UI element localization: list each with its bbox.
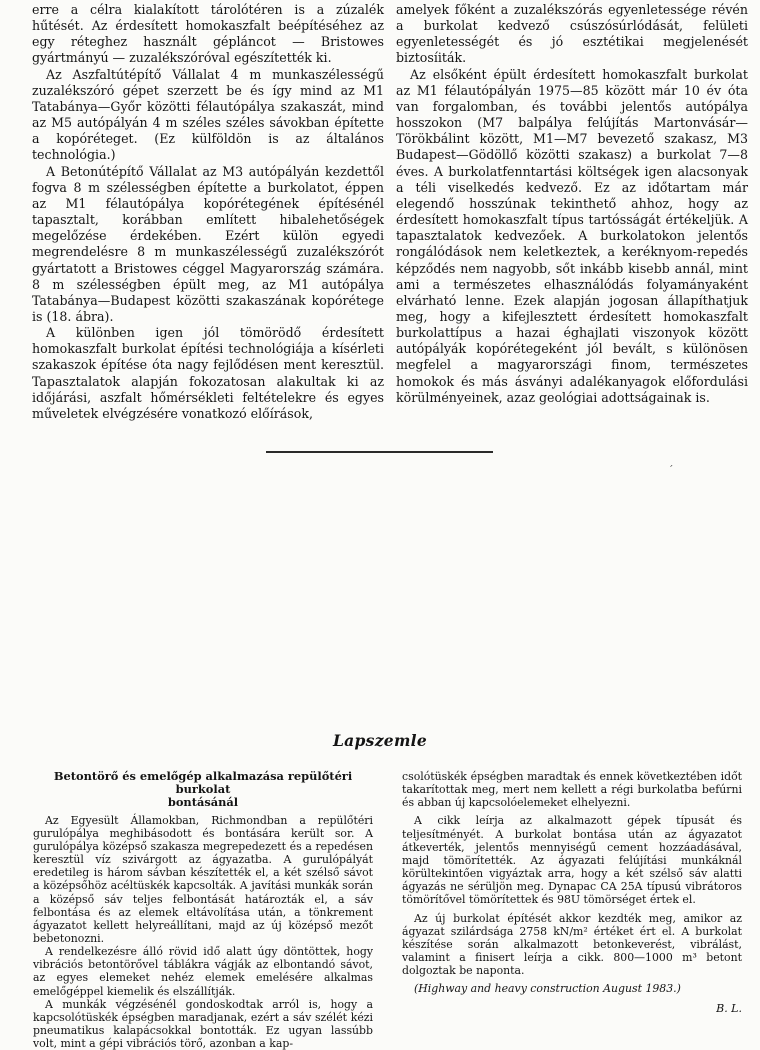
article-source: (Highway and heavy construction August 1983.)	[414, 982, 681, 996]
top-text-columns	[32, 2, 748, 422]
article-left-paragraph-1: Az Egyesült Államokban, Richmondban a repülőtéri gurulópálya meghibásodott és bontására került sor. A gurulópálya középső szakasza megrepedezett és a repedésen keresztül víz szivárgott az ágyazatba. A gurulópályát eredetileg is három sávban készítették el, a két szélső sávot a középsőhöz acéltüskék kapcsolták. A javítási munkák során a középső sáv teljes felbontását határozták el, a sáv felbontása és az elemek eltávolítása után, a tönkrement ágyazatot kellett helyreállítani, majd az új középső mezőt bebetonozni.	[33, 813, 373, 946]
article-title-line-1: Betontörő és emelőgép alkalmazása repülőtéri burkolat	[53, 769, 353, 797]
top-right-paragraph-2: Az elsőként épült érdesített homokaszfalt burkolat az M1 félautópályán 1975—85 között már 10 év óta van forgalomban, és további jelentős autópálya hosszokon (M7 balpálya felújítás Martonvásár—Törökbálint között, M1—M7 bevezető szakasz, M3 Budapest—Gödöllő közötti szakasz) a burkolat 7—8 éves. A burkolatfenntartási költségek igen alacsonyak a téli viselkedés kedvező. Ez az időtartam már elegendő hosszúnak tekinthető ahhoz, hogy az érdesített homokaszfalt típus tartósságát értékeljük. A tapasztalatok kedvezőek. A burkolatokon jelentős rongálódások nem keletkeztek, a keréknyom-repedés képződés nem nagyobb, sőt inkább kisebb annál, mint ami a természetes elhasználódás folyamányaként elvárható lenne. Ezek alapján jogosan állapíthatjuk meg, hogy a kifejlesztett érdesített homokaszfalt burkolattípus a hazai éghajlati viszonyok között autópályák kopórétegeként jól bevált, s különösen megfelel a magyarországi finom, természetes homokok és más ásványi adalékanyagok előfordulási körülményeinek, azaz geológiai adottságainak is.	[396, 66, 748, 405]
author-initials: B. L.	[716, 1001, 742, 1015]
top-left-column	[32, 2, 384, 422]
article-right-paragraph-1: csolótüskék épségben maradtak és ennek következtében időt takarítottak meg, mert nem kellett a régi burkolatba befúrni és abban új kapcsolóelemeket elhelyezni.	[402, 770, 742, 810]
article-right-paragraph-2: A cikk leírja az alkalmazott gépek típusát és teljesítményét. A burkolat bontása után az ágyazatot átkeverték, jelentős mennyiségű cement hozzáadásával, majd tömörítették. Az ágyazati felújítási munkáknál körültekintően vigyáztak arra, hogy a két szélső sáv alatti ágyazás ne sérüljön meg. Dynapac CA 25A típusú vibrátoros tömörítővel tömörítettek és 98U tömörséget értek el.	[402, 814, 742, 907]
article-left-paragraph-2: A rendelkezésre álló rövid idő alatt úgy döntöttek, hogy vibrációs betontörővel táblákra vágják az elbontandó sávot, az egyes elemeket nehéz elemek emelésére alkalmas emelőgéppel kiemelik és elszállítják.	[33, 945, 373, 998]
top-left-paragraph-2: Az Aszfaltútépítő Vállalat 4 m munkaszélességű zuzalékszóró gépet szerzett be és így mind az M1 Tatabánya—Győr közötti félautópálya szakaszát, mind az M5 autópályán 4 m széles széles sávokban építette a kopóréteget. (Ez külföldön is az általános technológia.)	[32, 66, 384, 163]
article-title	[33, 770, 373, 810]
top-right-column	[396, 2, 748, 422]
review-columns	[33, 770, 742, 1050]
article-right-paragraph-3: Az új burkolat építését akkor kezdték meg, amikor az ágyazat szilárdsága 2758 kN/m² értéket ért el. A burkolat készítése során alkalmazott betonkeverést, vibrálást, valamint a finisert leírja a cikk. 800—1000 m³ betont dolgoztak be naponta.	[402, 911, 742, 978]
top-left-paragraph-1: erre a célra kialakított tárolótéren is a zúzalék hűtését. Az érdesített homokaszfalt beépítéséhez az egy réteghez használt gépláncot — Bristowes gyártmányú — zuzalékszóróval egészítették ki.	[32, 2, 384, 66]
top-left-paragraph-3: A Betonútépítő Vállalat az M3 autópályán kezdettől fogva 8 m szélességben építette a burkolatot, éppen az M1 félautópálya kopórétegének építésénél tapasztalt, korábban említett hibalehetőségek megelőzése érdekében. Ezért külön egyedi megrendelésre 8 m munkaszélességű zuzalékszórót gyártatott a Bristowes céggel Magyarország számára. 8 m szélességben épült meg, az M1 autópálya Tatabánya—Budapest közötti szakaszának kopórétege is (18. ábra).	[32, 163, 384, 324]
review-left-column	[33, 770, 373, 1050]
print-mark: ˊ	[668, 464, 674, 477]
section-title: Lapszemle	[332, 731, 428, 750]
top-left-paragraph-4: A különben igen jól tömörödő érdesített homokaszfalt burkolat építési technológiája a kísérleti szakaszok építése óta nagy fejlődésen ment keresztül. Tapasztalatok alapján fokozatosan alakultak ki az időjárási, aszfalt hőmérsékleti feltételekre és egyes műveletek elvégzésére vonatkozó előírások,	[32, 325, 384, 421]
top-right-paragraph-1: amelyek főként a zuzalékszórás egyenletessége révén a burkolat kedvező csúszósúrlódását, felületi egyenletességét és jó esztétikai megjelenését biztosíiták.	[396, 2, 748, 66]
article-title-line-2: bontásánál	[167, 795, 239, 810]
section-divider	[266, 451, 493, 453]
review-right-column	[402, 770, 742, 1050]
article-left-paragraph-3: A munkák végzésénél gondoskodtak arról is, hogy a kapcsolótüskék épségben maradjanak, ezért a sáv szélét kézi pneumatikus kalapácsokkal bontották. Ez ugyan lassúbb volt, mint a gépi vibrációs törő, azonban a kap-	[33, 997, 373, 1050]
